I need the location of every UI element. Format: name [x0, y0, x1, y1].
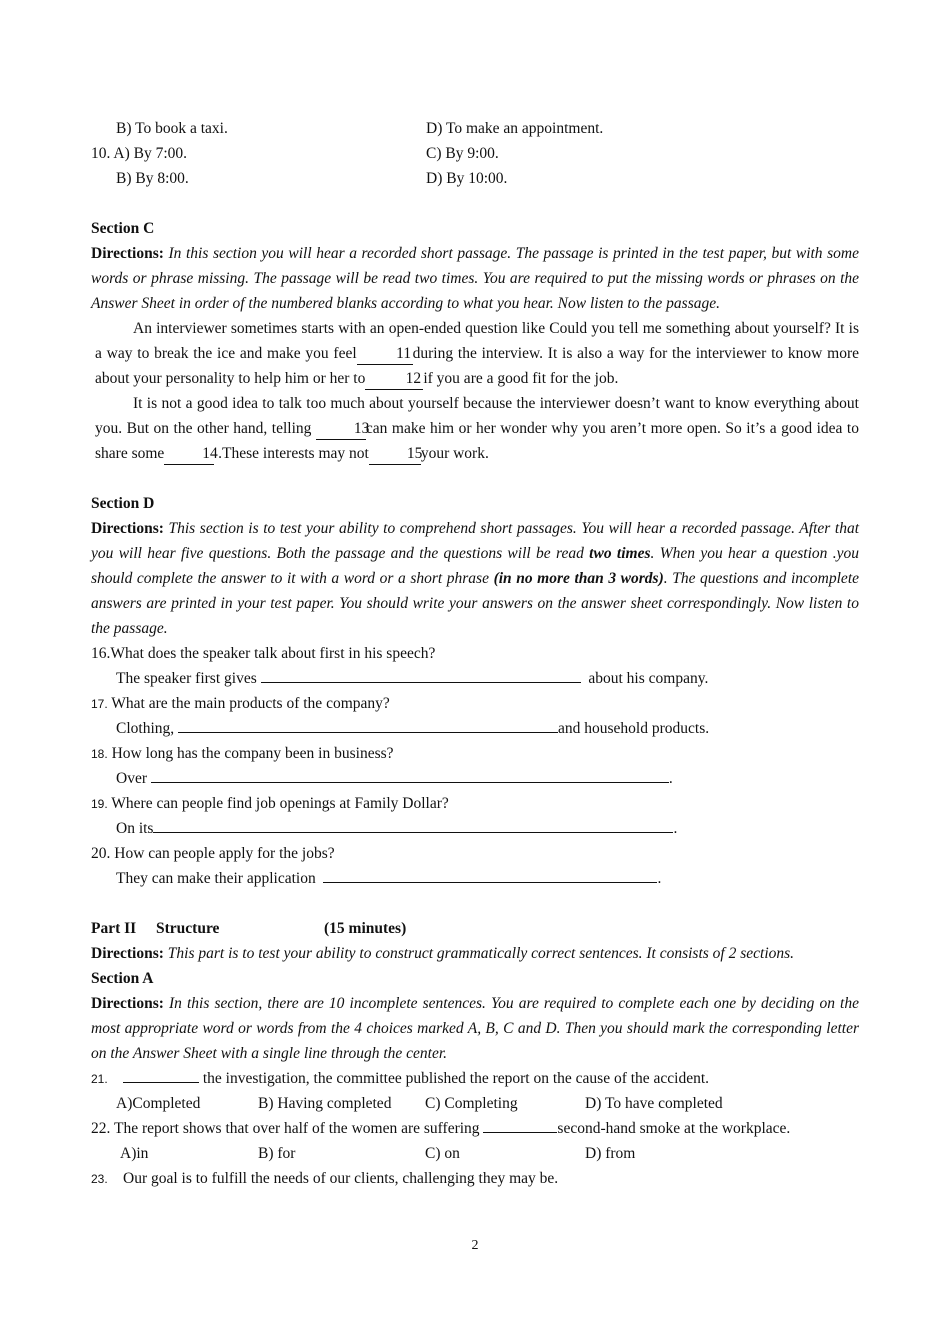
- directions-text: In this section you will hear a recorded short passage. The passage is printed in the test paper, but with some words or phrase missing. The passage will be read two times. You are required to put the missing words or phrases on the Answer Sheet in order of the numbered blanks according to what you hear. Now listen to the passage.: [91, 245, 859, 312]
- question-19: [91, 791, 859, 816]
- option-a[interactable]: A)in: [120, 1145, 149, 1162]
- part-name: Structure: [156, 920, 220, 937]
- directions-emphasis: two times: [589, 545, 651, 562]
- question-text: How long has the company been in business?: [111, 745, 394, 762]
- answer-16-line[interactable]: [261, 666, 581, 683]
- section-a-title: Section A: [91, 970, 154, 987]
- part-title: Part II: [91, 920, 137, 937]
- answer-17-line[interactable]: [178, 716, 558, 733]
- answer-18-line[interactable]: [151, 766, 669, 783]
- answer-16: [116, 666, 708, 691]
- section-d-title: Section D: [91, 495, 155, 512]
- q10-options-row-2: [91, 166, 859, 191]
- directions-text: . When you hear a question .you should complete the answer to it with a word or a short phrase: [91, 545, 859, 587]
- q10-options-row-1: [91, 141, 859, 166]
- q10-option-c: C) By 9:00.: [426, 145, 499, 162]
- answer-prefix: They can make their application: [116, 870, 316, 887]
- part-2-heading: [91, 916, 859, 941]
- blank-11[interactable]: 11: [357, 344, 413, 365]
- option-b[interactable]: B) for: [258, 1145, 296, 1162]
- option-b[interactable]: B) Having completed: [258, 1095, 392, 1112]
- passage-text: It is not a good idea to talk too much about yourself because the interviewer doesn’t want to know everything about you. But on the other hand, telling: [95, 395, 859, 437]
- blank-15[interactable]: 15: [369, 444, 421, 465]
- question-text: 22. The report shows that over half of the women are suffering: [91, 1120, 480, 1137]
- option-a[interactable]: A)Completed: [116, 1095, 201, 1112]
- part-2-directions: [91, 941, 859, 966]
- passage-text: .These interests may not: [218, 445, 369, 462]
- question-22-blank[interactable]: [483, 1116, 557, 1133]
- option-d[interactable]: D) from: [585, 1145, 636, 1162]
- passage-text: if you are a good fit for the job.: [423, 370, 619, 387]
- answer-18-row: [91, 766, 859, 791]
- question-16: 16.What does the speaker talk about first in his speech?: [91, 645, 436, 662]
- section-d-directions: [91, 516, 859, 641]
- answer-suffix: .: [657, 870, 662, 887]
- question-text: What are the main products of the company?: [111, 695, 390, 712]
- answer-suffix: and household products.: [558, 720, 710, 737]
- answer-19-line[interactable]: [153, 816, 673, 833]
- question-21: [91, 1066, 859, 1091]
- question-text: Our goal is to fulfill the needs of our clients, challenging they may be.: [123, 1170, 559, 1187]
- blank-14[interactable]: 14: [164, 444, 214, 465]
- answer-20-row: [91, 866, 859, 891]
- answer-suffix: .: [668, 770, 673, 787]
- question-number: 21.: [91, 1072, 108, 1086]
- answer-prefix: Clothing,: [116, 720, 175, 737]
- answer-prefix: The speaker first gives: [116, 670, 257, 687]
- directions-label: Directions:: [91, 520, 164, 537]
- blank-13[interactable]: 13: [316, 419, 366, 440]
- question-21-blank[interactable]: [123, 1066, 199, 1083]
- option-c[interactable]: C) on: [425, 1145, 460, 1162]
- question-text: the investigation, the committee published the report on the cause of the accident.: [202, 1070, 710, 1087]
- section-c-title: Section C: [91, 220, 155, 237]
- passage-text: can make him or her wonder why you aren’t more open. So it’s a good idea to share some: [95, 420, 859, 462]
- question-22: [91, 1116, 859, 1141]
- question-text: second-hand smoke at the workplace.: [557, 1120, 791, 1137]
- question-18: [91, 741, 859, 766]
- q10-option-a: 10. A) By 7:00.: [91, 145, 188, 162]
- answer-19-row: [91, 816, 859, 841]
- option-c[interactable]: C) Completing: [425, 1095, 518, 1112]
- q10-option-b: B) By 8:00.: [116, 170, 189, 187]
- question-number: 18.: [91, 747, 108, 761]
- directions-label: Directions:: [91, 995, 164, 1012]
- part-time: (15 minutes): [324, 920, 407, 937]
- answer-prefix: On its: [116, 820, 154, 837]
- question-17: [91, 691, 859, 716]
- question-number: 23.: [91, 1172, 108, 1186]
- question-22-options: [91, 1141, 859, 1166]
- q9-option-b: B) To book a taxi.: [116, 120, 228, 137]
- directions-emphasis: (in no more than 3 words): [493, 570, 664, 587]
- question-20: 20. How can people apply for the jobs?: [91, 845, 335, 862]
- question-number: 19.: [91, 797, 108, 811]
- question-21-options: [91, 1091, 859, 1116]
- answer-17-row: [91, 716, 859, 741]
- q10-option-d: D) By 10:00.: [426, 170, 508, 187]
- passage-paragraph-1: [91, 316, 859, 391]
- directions-text: . The questions and incomplete answers are printed in your test paper. You should write your answers on the answer sheet correspondingly. Now listen to the passage.: [91, 570, 860, 637]
- answer-17: [116, 716, 709, 741]
- answer-suffix: .: [673, 820, 678, 837]
- exam-page: [91, 116, 859, 1191]
- page-number: 2: [471, 1238, 479, 1253]
- directions-label: Directions:: [91, 945, 164, 962]
- question-23: [91, 1166, 859, 1191]
- section-a-directions: [91, 991, 859, 1066]
- passage-paragraph-2: [91, 391, 859, 466]
- answer-suffix: about his company.: [588, 670, 709, 687]
- question-21-body: [123, 1066, 709, 1091]
- section-c-directions: [91, 241, 859, 316]
- directions-text: This section is to test your ability to comprehend short passages. You will hear a recorded passage. After that you will hear five questions. Both the passage and the questions will be read: [91, 520, 859, 562]
- answer-20: [116, 866, 661, 891]
- answer-18: [116, 766, 673, 791]
- directions-text: In this section, there are 10 incomplete sentences. You are required to complete each one by deciding on the most appropriate word or words from the 4 choices marked A, B, C and D. Then you should mark the corresponding letter on the Answer Sheet with a single line through the center.: [91, 995, 859, 1062]
- answer-16-row: [91, 666, 859, 691]
- blank-12[interactable]: 12: [365, 369, 423, 390]
- directions-text: This part is to test your ability to construct grammatically correct sentences. It consists of 2 sections.: [167, 945, 795, 962]
- passage-text: your work.: [420, 445, 489, 462]
- answer-prefix: Over: [116, 770, 147, 787]
- question-number: 17.: [91, 697, 108, 711]
- answer-20-line[interactable]: [323, 866, 657, 883]
- q9-options-row: [91, 116, 859, 141]
- question-text: Where can people find job openings at Family Dollar?: [111, 795, 449, 812]
- directions-label: Directions:: [91, 245, 164, 262]
- answer-19: [116, 816, 677, 841]
- passage-text: An interviewer sometimes starts with an open-ended question like Could you tell me something about yourself? It is a way to break the ice and make you feel: [95, 320, 859, 362]
- passage-text: during the interview. It is also a way for the interviewer to know more about your personality to help him or her to: [95, 345, 860, 387]
- q9-option-d: D) To make an appointment.: [426, 120, 604, 137]
- option-d[interactable]: D) To have completed: [585, 1095, 723, 1112]
